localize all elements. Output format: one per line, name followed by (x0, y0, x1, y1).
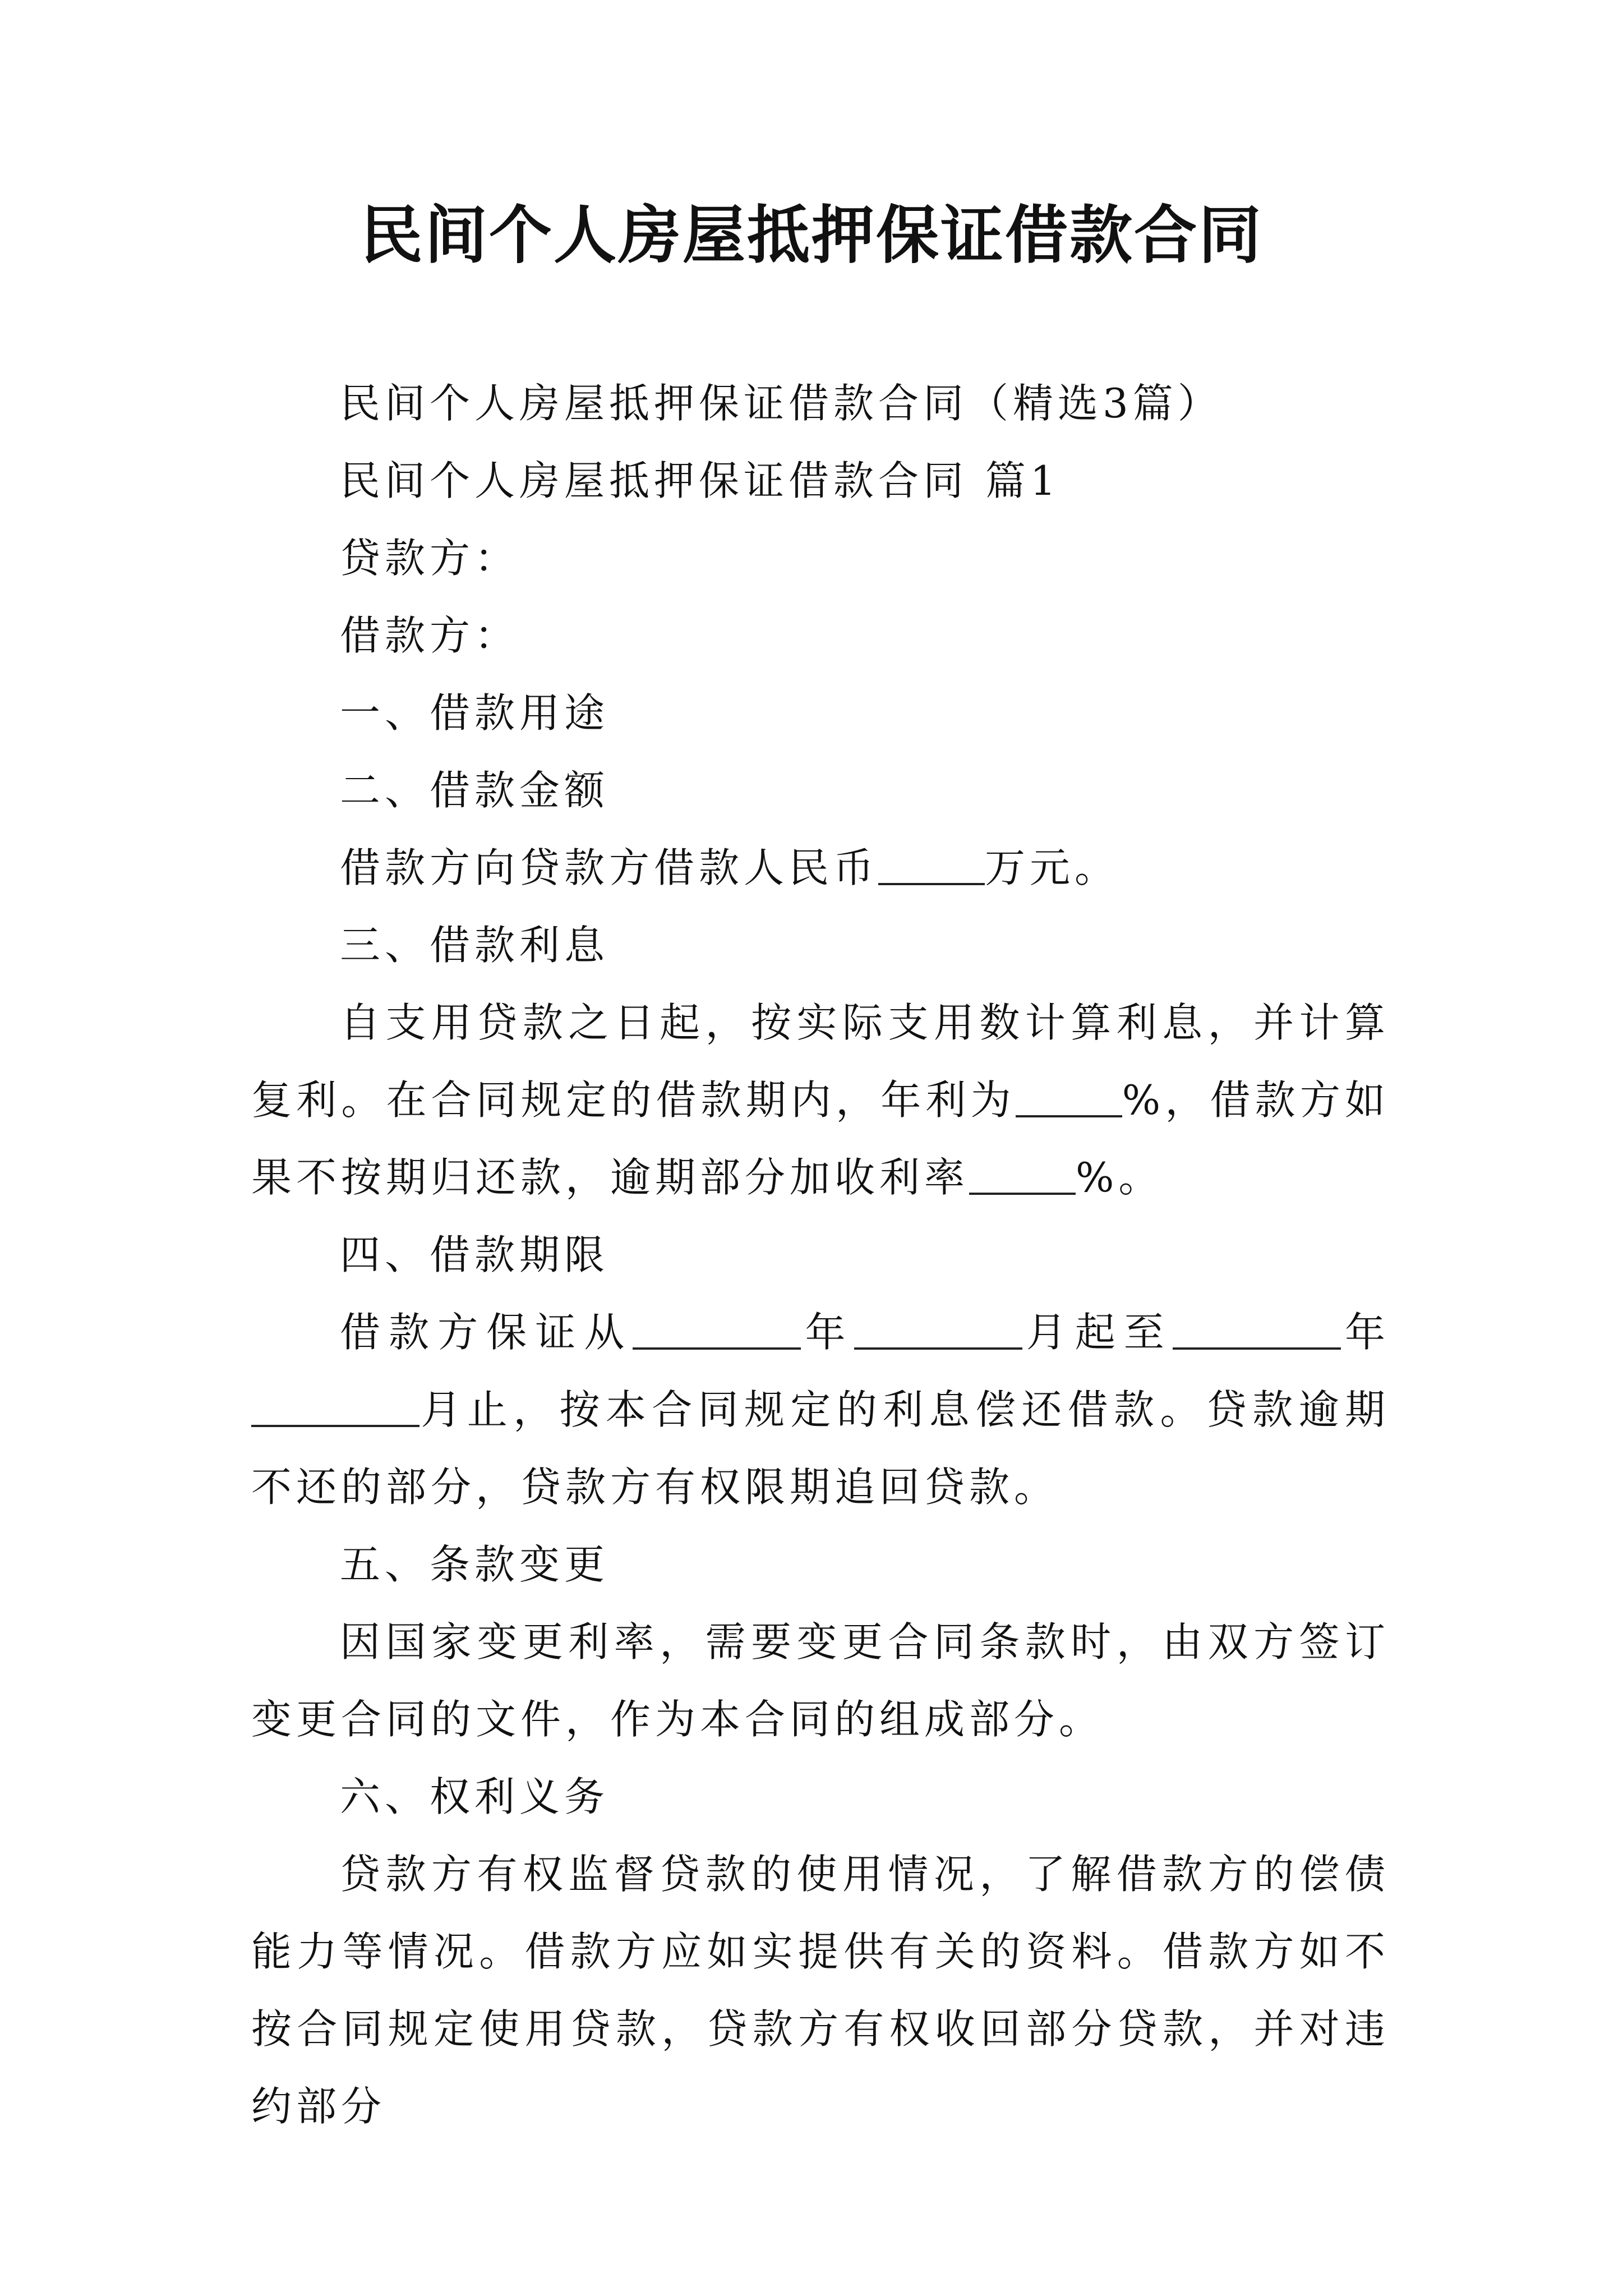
loan-amount-text-2: 万元。 (985, 844, 1120, 891)
loan-amount-blank (878, 848, 985, 885)
loan-amount-text-1: 借款方向贷款方借款人民币 (340, 844, 879, 891)
heading-terms-change: 五、条款变更 (340, 1541, 610, 1588)
interest-text-1: 自支用贷款之日起，按实际支用数计算利息，并计算复利。在合同规定的借款期内，年利为 (251, 999, 1390, 1124)
term-text-4: 年 (1340, 1309, 1390, 1356)
lender-label: 贷款方： (340, 535, 520, 582)
paragraph-collection-title: 民间个人房屋抵押保证借款合同（精选3篇） (340, 380, 1223, 427)
paragraph-section-title: 民间个人房屋抵押保证借款合同 篇1 (340, 457, 1061, 504)
document-title: 民间个人房屋抵押保证借款合同 (360, 199, 1263, 272)
heading-rights-obligations: 六、权利义务 (340, 1773, 610, 1820)
terms-change-paragraph: 因国家变更利率，需要变更合同条款时，由双方签订变更合同的文件，作为本合同的组成部分。 (251, 1618, 1390, 1743)
start-year-blank (633, 1313, 801, 1350)
loan-term-paragraph (251, 1294, 1390, 1526)
term-text-5: 月止，按本合同规定的利息偿还借款。贷款逾期不还的部分，贷款方有权限期追回贷款。 (251, 1386, 1390, 1511)
heading-loan-amount: 二、借款金额 (340, 767, 610, 814)
annual-rate-blank (1016, 1080, 1122, 1117)
loan-amount-paragraph (251, 829, 1390, 907)
start-month-blank (854, 1313, 1022, 1350)
term-text-1: 借款方保证从 (340, 1309, 633, 1356)
borrower-label: 借款方： (340, 612, 520, 659)
interest-paragraph (251, 984, 1390, 1216)
overdue-rate-blank (969, 1158, 1076, 1195)
heading-loan-interest: 三、借款利息 (340, 922, 610, 969)
heading-loan-purpose: 一、借款用途 (340, 689, 610, 737)
document-body (251, 365, 1390, 2145)
end-year-blank (1173, 1313, 1341, 1350)
heading-loan-term: 四、借款期限 (340, 1231, 610, 1278)
end-month-blank (251, 1390, 419, 1427)
interest-text-2: %，借款方如果不按期归还款，逾期部分加收利率 (251, 1076, 1390, 1201)
rights-obligations-paragraph: 贷款方有权监督贷款的使用情况，了解借款方的偿债能力等情况。借款方应如实提供有关的资料。借款方如不按合同规定使用贷款，贷款方有权收回部分贷款，并对违约部分 (251, 1851, 1390, 2130)
interest-text-3: %。 (1076, 1154, 1164, 1201)
term-text-3: 月起至 (1022, 1309, 1173, 1356)
term-text-2: 年 (801, 1309, 854, 1356)
